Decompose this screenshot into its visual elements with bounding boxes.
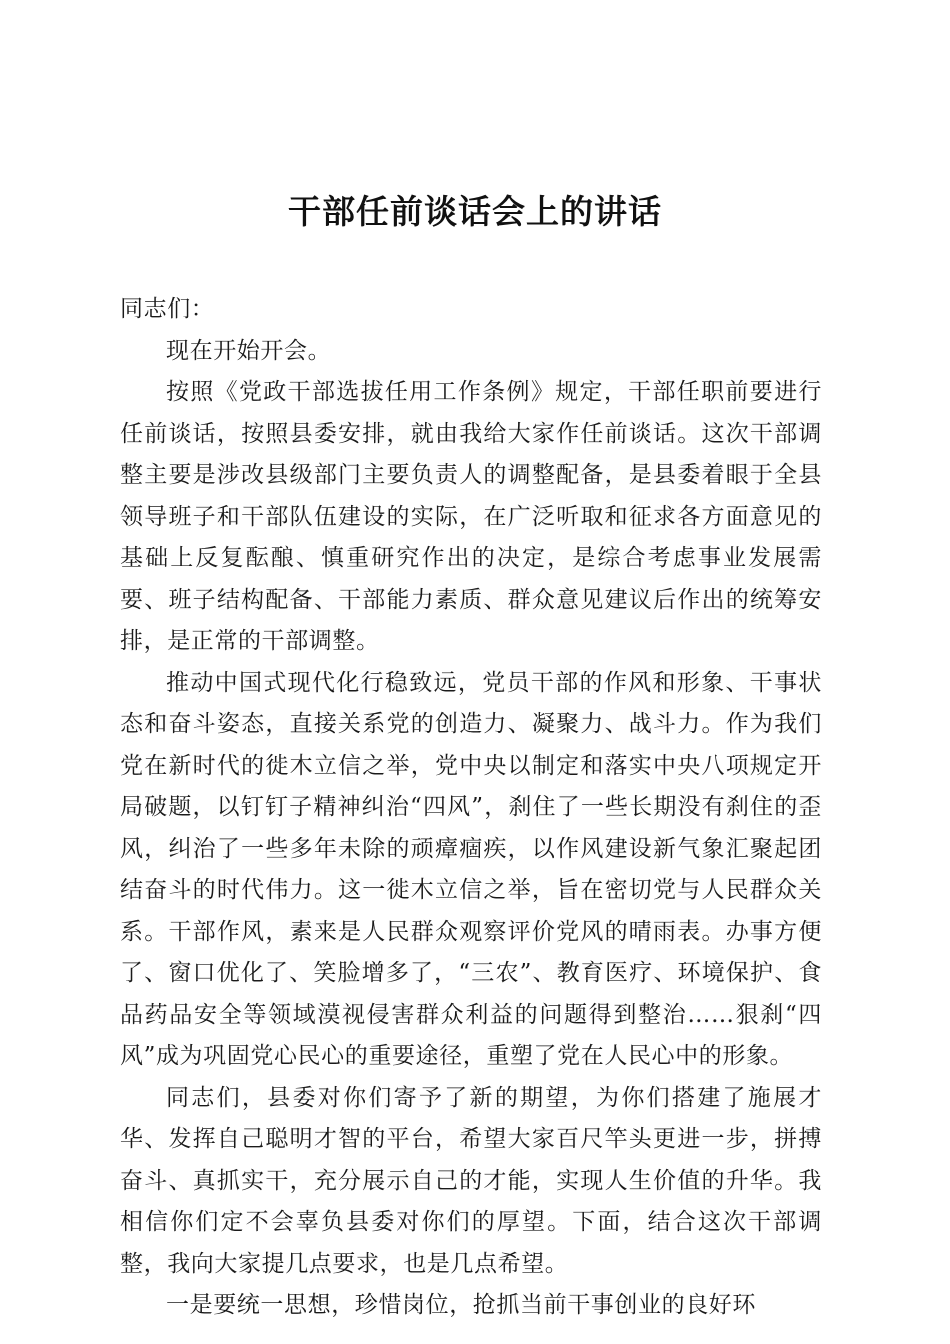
document-body <box>120 289 822 1327</box>
paragraph-regulation: 按照《党政干部选拔任用工作条例》规定，干部任职前要进行任前谈话，按照县委安排，就由我给大家作任前谈话。这次干部调整主要是涉改县级部门主要负责人的调整配备，是县委着眼于全县领导班子和干部队伍建设的实际，在广泛听取和征求各方面意见的基础上反复酝酿、慎重研究作出的决定，是综合考虑事业发展需要、班子结构配备、干部能力素质、群众意见建议后作出的统筹安排，是正常的干部调整。 <box>120 379 822 654</box>
paragraph-requirement-one: 一是要统一思想，珍惜岗位，抢抓当前干事创业的良好环 <box>166 1292 756 1318</box>
document-title: 干部任前谈话会上的讲话 <box>288 192 662 231</box>
paragraph-work-style: 推动中国式现代化行稳致远，党员干部的作风和形象、干事状态和奋斗姿态，直接关系党的创造力、凝聚力、战斗力。作为我们党在新时代的徙木立信之举，党中央以制定和落实中央八项规定开局破题，以钉钉子精神纠治“四风”，刹住了一些长期没有刹住的歪风，纠治了一些多年未除的顽瘴痼疾，以作风建设新气象汇聚起团结奋斗的时代伟力。这一徙木立信之举，旨在密切党与人民群众关系。干部作风，素来是人民群众观察评价党风的晴雨表。办事方便了、窗口优化了、笑脸增多了，“三农”、教育医疗、环境保护、食品药品安全等领域漠视侵害群众利益的问题得到整治……狠刹“四风”成为巩固党心民心的重要途径，重塑了党在人民心中的形象。 <box>120 669 822 1069</box>
paragraph-opening: 现在开始开会。 <box>166 337 332 364</box>
paragraph-expectation: 同志们，县委对你们寄予了新的期望，为你们搭建了施展才华、发挥自己聪明才智的平台，希望大家百尺竿头更进一步，拼搏奋斗、真抓实干，充分展示自己的才能，实现人生价值的升华。我相信你们定不会辜负县委对你们的厚望。下面，结合这次干部调整，我向大家提几点要求，也是几点希望。 <box>120 1084 822 1277</box>
salutation: 同志们： <box>120 296 215 322</box>
